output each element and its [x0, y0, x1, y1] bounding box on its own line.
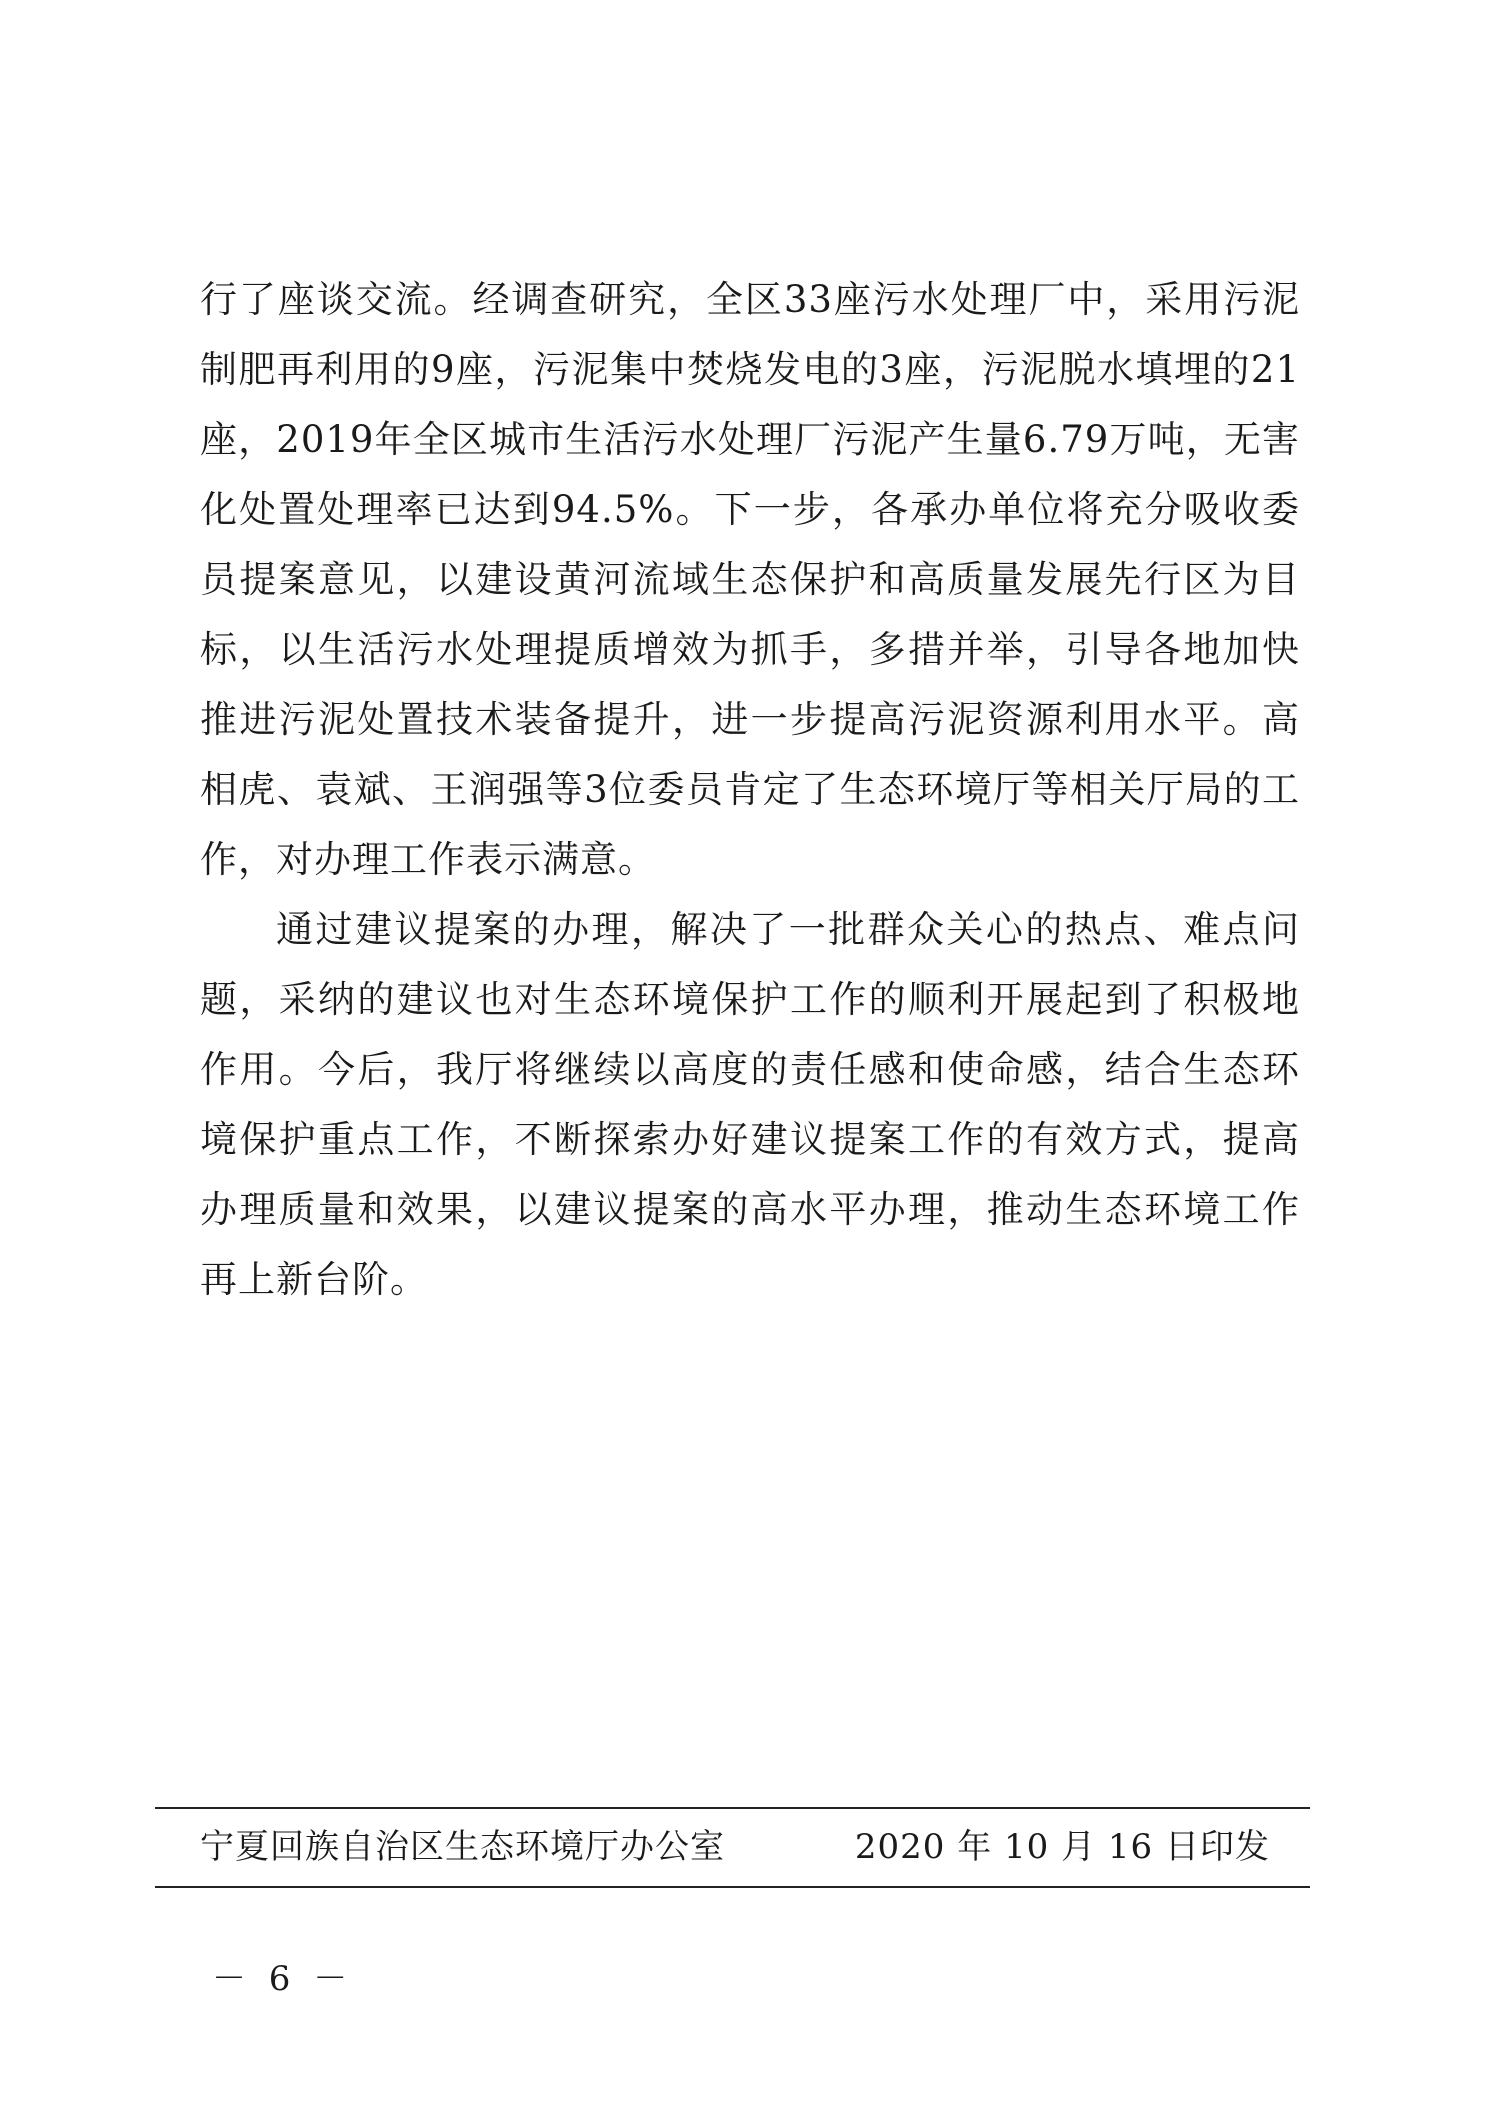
footer-top-rule	[155, 1807, 1310, 1809]
footer-bottom-rule	[155, 1886, 1310, 1888]
paragraph-continuation: 行了座谈交流。经调查研究，全区33座污水处理厂中，采用污泥制肥再利用的9座，污泥集中焚烧发电的3座，污泥脱水填埋的21座，2019年全区城市生活污水处理厂污泥产生量6.79万吨，无害化处置处理率已达到94.5%。下一步，各承办单位将充分吸收委员提案意见，以建设黄河流域生态保护和高质量发展先行区为目标，以生活污水处理提质增效为抓手，多措并举，引导各地加快推进污泥处置技术装备提升，进一步提高污泥资源利用水平。高相虎、袁斌、王润强等3位委员肯定了生态环境厅等相关厅局的工作，对办理工作表示满意。	[200, 278, 1300, 881]
page-number: － 6 －	[212, 1959, 354, 1999]
document-body	[200, 265, 1300, 1315]
issuing-office: 宁夏回族自治区生态环境厅办公室	[200, 1827, 725, 1867]
issue-date: 2020 年 10 月 16 日印发	[854, 1827, 1270, 1867]
paragraph-conclusion: 通过建议提案的办理，解决了一批群众关心的热点、难点问题，采纳的建议也对生态环境保护工作的顺利开展起到了积极地作用。今后，我厅将继续以高度的责任感和使命感，结合生态环境保护重点工作，不断探索办好建议提案工作的有效方式，提高办理质量和效果，以建议提案的高水平办理，推动生态环境工作再上新台阶。	[200, 908, 1300, 1301]
